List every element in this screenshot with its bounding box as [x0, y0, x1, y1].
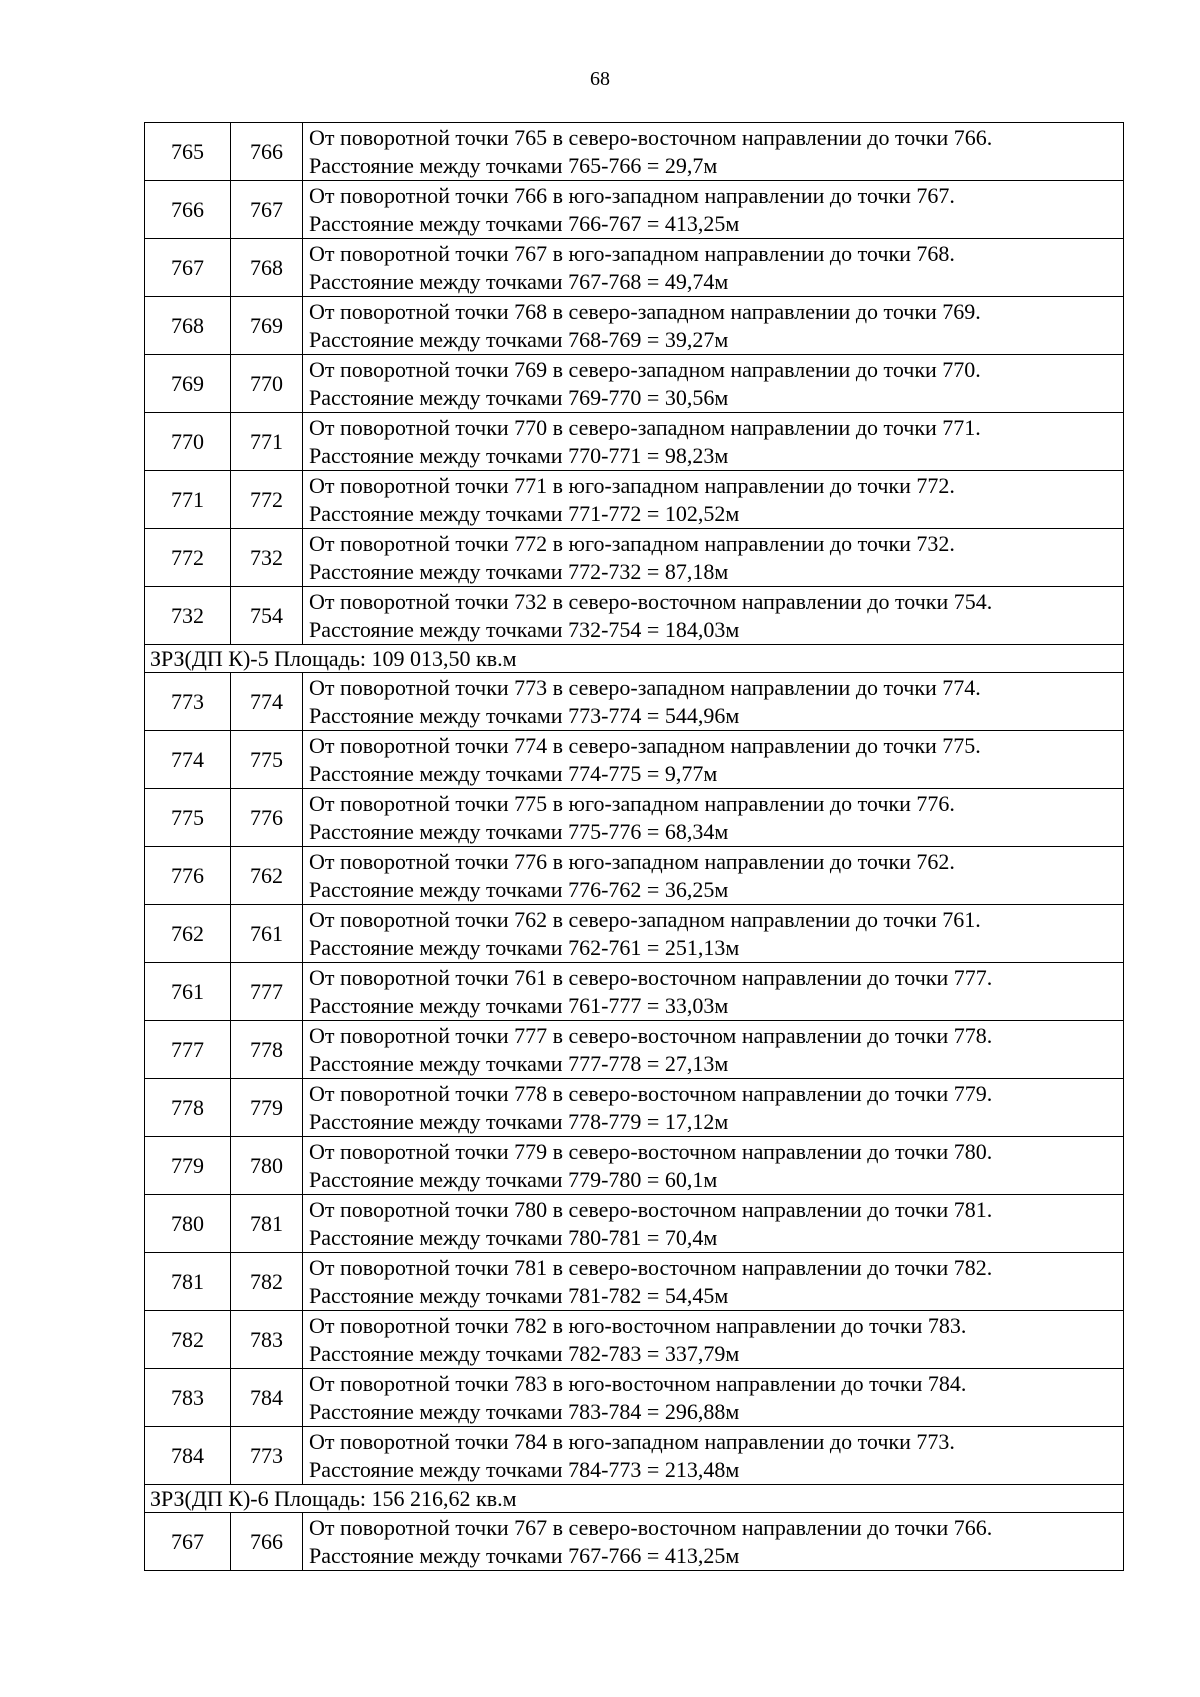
table-row — [145, 471, 1124, 529]
from-point-cell: 775 — [145, 789, 231, 847]
to-point-cell: 773 — [231, 1427, 303, 1485]
to-point-cell: 774 — [231, 673, 303, 731]
direction-text: От поворотной точки 767 в северо-восточном направлении до точки 766. — [309, 1515, 993, 1540]
description-cell — [303, 1369, 1124, 1427]
table-row — [145, 1369, 1124, 1427]
to-point-cell: 762 — [231, 847, 303, 905]
to-point-cell: 769 — [231, 297, 303, 355]
from-point-cell: 778 — [145, 1079, 231, 1137]
distance-text: Расстояние между точками 780-781 = 70,4м — [309, 1225, 718, 1250]
direction-text: От поворотной точки 768 в северо-западном направлении до точки 769. — [309, 299, 981, 324]
to-point-cell: 777 — [231, 963, 303, 1021]
from-point-cell: 777 — [145, 1021, 231, 1079]
description-cell — [303, 1253, 1124, 1311]
to-point-cell: 779 — [231, 1079, 303, 1137]
description-cell — [303, 1427, 1124, 1485]
distance-text: Расстояние между точками 761-777 = 33,03м — [309, 993, 729, 1018]
to-point-cell: 761 — [231, 905, 303, 963]
from-point-cell: 769 — [145, 355, 231, 413]
direction-text: От поворотной точки 773 в северо-западном направлении до точки 774. — [309, 675, 981, 700]
direction-text: От поворотной точки 770 в северо-западном направлении до точки 771. — [309, 415, 981, 440]
from-point-cell: 732 — [145, 587, 231, 645]
to-point-cell: 776 — [231, 789, 303, 847]
description-cell — [303, 413, 1124, 471]
distance-text: Расстояние между точками 771-772 = 102,52м — [309, 501, 740, 526]
table-row — [145, 239, 1124, 297]
from-point-cell: 780 — [145, 1195, 231, 1253]
to-point-cell: 780 — [231, 1137, 303, 1195]
table-row — [145, 731, 1124, 789]
description-cell — [303, 239, 1124, 297]
to-point-cell: 768 — [231, 239, 303, 297]
direction-text: От поворотной точки 774 в северо-западном направлении до точки 775. — [309, 733, 981, 758]
direction-text: От поворотной точки 769 в северо-западном направлении до точки 770. — [309, 357, 981, 382]
distance-text: Расстояние между точками 781-782 = 54,45м — [309, 1283, 729, 1308]
to-point-cell: 767 — [231, 181, 303, 239]
boundary-description-table — [144, 122, 1124, 1571]
table-row — [145, 1311, 1124, 1369]
table-row — [145, 905, 1124, 963]
direction-text: От поворотной точки 782 в юго-восточном направлении до точки 783. — [309, 1313, 967, 1338]
distance-text: Расстояние между точками 779-780 = 60,1м — [309, 1167, 718, 1192]
direction-text: От поворотной точки 771 в юго-западном направлении до точки 772. — [309, 473, 955, 498]
direction-text: От поворотной точки 783 в юго-восточном направлении до точки 784. — [309, 1371, 967, 1396]
description-cell — [303, 673, 1124, 731]
to-point-cell: 770 — [231, 355, 303, 413]
to-point-cell: 766 — [231, 123, 303, 181]
direction-text: От поворотной точки 775 в юго-западном направлении до точки 776. — [309, 791, 955, 816]
description-cell — [303, 1311, 1124, 1369]
table-row — [145, 1195, 1124, 1253]
zone-heading: ЗРЗ(ДП К)-6 Площадь: 156 216,62 кв.м — [145, 1485, 1124, 1513]
zone-heading: ЗРЗ(ДП К)-5 Площадь: 109 013,50 кв.м — [145, 645, 1124, 673]
direction-text: От поворотной точки 780 в северо-восточном направлении до точки 781. — [309, 1197, 993, 1222]
description-cell — [303, 905, 1124, 963]
distance-text: Расстояние между точками 782-783 = 337,79м — [309, 1341, 740, 1366]
table-row — [145, 529, 1124, 587]
from-point-cell: 783 — [145, 1369, 231, 1427]
table-row — [145, 587, 1124, 645]
distance-text: Расстояние между точками 778-779 = 17,12м — [309, 1109, 729, 1134]
page-number: 68 — [590, 68, 610, 90]
to-point-cell: 778 — [231, 1021, 303, 1079]
direction-text: От поворотной точки 776 в юго-западном направлении до точки 762. — [309, 849, 955, 874]
to-point-cell: 732 — [231, 529, 303, 587]
from-point-cell: 766 — [145, 181, 231, 239]
to-point-cell: 783 — [231, 1311, 303, 1369]
description-cell — [303, 471, 1124, 529]
description-cell — [303, 123, 1124, 181]
table-row — [145, 1513, 1124, 1571]
from-point-cell: 768 — [145, 297, 231, 355]
direction-text: От поворотной точки 762 в северо-западном направлении до точки 761. — [309, 907, 981, 932]
zone-heading-row — [145, 645, 1124, 673]
direction-text: От поворотной точки 781 в северо-восточном направлении до точки 782. — [309, 1255, 993, 1280]
description-cell — [303, 1137, 1124, 1195]
table-row — [145, 963, 1124, 1021]
from-point-cell: 773 — [145, 673, 231, 731]
direction-text: От поворотной точки 732 в северо-восточном направлении до точки 754. — [309, 589, 993, 614]
from-point-cell: 767 — [145, 239, 231, 297]
table-row — [145, 1021, 1124, 1079]
distance-text: Расстояние между точками 776-762 = 36,25м — [309, 877, 729, 902]
description-cell — [303, 529, 1124, 587]
description-cell — [303, 963, 1124, 1021]
distance-text: Расстояние между точками 774-775 = 9,77м — [309, 761, 718, 786]
table-row — [145, 413, 1124, 471]
direction-text: От поворотной точки 784 в юго-западном направлении до точки 773. — [309, 1429, 955, 1454]
table-row — [145, 673, 1124, 731]
direction-text: От поворотной точки 765 в северо-восточном направлении до точки 766. — [309, 125, 993, 150]
from-point-cell: 772 — [145, 529, 231, 587]
table-row — [145, 181, 1124, 239]
description-cell — [303, 297, 1124, 355]
distance-text: Расстояние между точками 765-766 = 29,7м — [309, 153, 718, 178]
direction-text: От поворотной точки 766 в юго-западном направлении до точки 767. — [309, 183, 955, 208]
from-point-cell: 767 — [145, 1513, 231, 1571]
distance-text: Расстояние между точками 767-768 = 49,74м — [309, 269, 729, 294]
to-point-cell: 771 — [231, 413, 303, 471]
distance-text: Расстояние между точками 769-770 = 30,56м — [309, 385, 729, 410]
to-point-cell: 766 — [231, 1513, 303, 1571]
to-point-cell: 784 — [231, 1369, 303, 1427]
table-row — [145, 355, 1124, 413]
from-point-cell: 762 — [145, 905, 231, 963]
from-point-cell: 761 — [145, 963, 231, 1021]
distance-text: Расстояние между точками 777-778 = 27,13м — [309, 1051, 729, 1076]
from-point-cell: 782 — [145, 1311, 231, 1369]
from-point-cell: 784 — [145, 1427, 231, 1485]
to-point-cell: 754 — [231, 587, 303, 645]
distance-text: Расстояние между точками 783-784 = 296,88м — [309, 1399, 740, 1424]
description-cell — [303, 355, 1124, 413]
table-row — [145, 1137, 1124, 1195]
distance-text: Расстояние между точками 732-754 = 184,03м — [309, 617, 740, 642]
description-cell — [303, 587, 1124, 645]
to-point-cell: 775 — [231, 731, 303, 789]
description-cell — [303, 731, 1124, 789]
direction-text: От поворотной точки 761 в северо-восточном направлении до точки 777. — [309, 965, 993, 990]
table-row — [145, 123, 1124, 181]
table-row — [145, 297, 1124, 355]
from-point-cell: 779 — [145, 1137, 231, 1195]
direction-text: От поворотной точки 779 в северо-восточном направлении до точки 780. — [309, 1139, 993, 1164]
description-cell — [303, 1021, 1124, 1079]
description-cell — [303, 847, 1124, 905]
distance-text: Расстояние между точками 762-761 = 251,13м — [309, 935, 740, 960]
table-row — [145, 789, 1124, 847]
distance-text: Расстояние между точками 770-771 = 98,23м — [309, 443, 729, 468]
table-row — [145, 1427, 1124, 1485]
to-point-cell: 772 — [231, 471, 303, 529]
distance-text: Расстояние между точками 773-774 = 544,96м — [309, 703, 740, 728]
description-cell — [303, 789, 1124, 847]
description-cell — [303, 1079, 1124, 1137]
distance-text: Расстояние между точками 784-773 = 213,48м — [309, 1457, 740, 1482]
zone-heading-row — [145, 1485, 1124, 1513]
distance-text: Расстояние между точками 768-769 = 39,27м — [309, 327, 729, 352]
from-point-cell: 774 — [145, 731, 231, 789]
distance-text: Расстояние между точками 766-767 = 413,25м — [309, 211, 740, 236]
table-row — [145, 1253, 1124, 1311]
distance-text: Расстояние между точками 767-766 = 413,25м — [309, 1543, 740, 1568]
from-point-cell: 781 — [145, 1253, 231, 1311]
direction-text: От поворотной точки 772 в юго-западном направлении до точки 732. — [309, 531, 955, 556]
description-cell — [303, 181, 1124, 239]
from-point-cell: 776 — [145, 847, 231, 905]
distance-text: Расстояние между точками 772-732 = 87,18м — [309, 559, 729, 584]
direction-text: От поворотной точки 777 в северо-восточном направлении до точки 778. — [309, 1023, 993, 1048]
description-cell — [303, 1195, 1124, 1253]
description-cell — [303, 1513, 1124, 1571]
table-row — [145, 847, 1124, 905]
from-point-cell: 770 — [145, 413, 231, 471]
table-row — [145, 1079, 1124, 1137]
distance-text: Расстояние между точками 775-776 = 68,34м — [309, 819, 729, 844]
from-point-cell: 765 — [145, 123, 231, 181]
to-point-cell: 781 — [231, 1195, 303, 1253]
direction-text: От поворотной точки 767 в юго-западном направлении до точки 768. — [309, 241, 955, 266]
from-point-cell: 771 — [145, 471, 231, 529]
direction-text: От поворотной точки 778 в северо-восточном направлении до точки 779. — [309, 1081, 993, 1106]
to-point-cell: 782 — [231, 1253, 303, 1311]
